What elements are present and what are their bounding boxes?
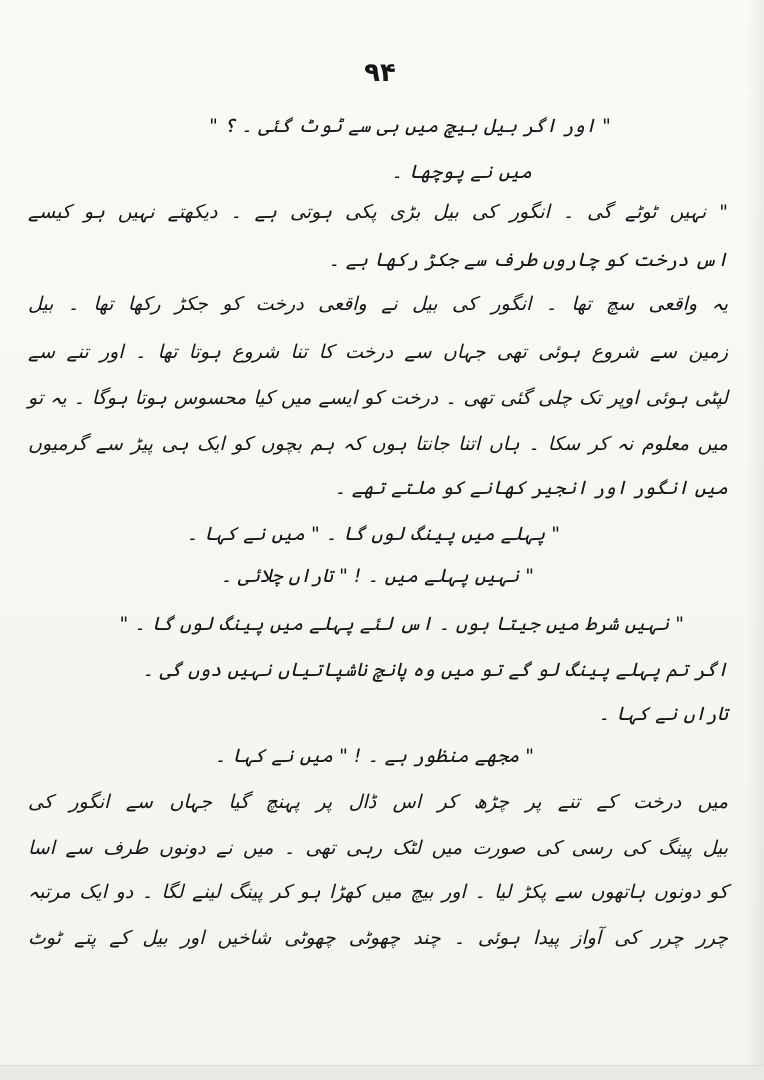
page-number: ۹۴: [364, 58, 396, 88]
text-line: اس درخت کو چاروں طرف سے جکڑ رکھا ہے ۔: [328, 249, 728, 271]
text-line: کو دونوں ہاتھوں سے پکڑ لیا ۔ اور بیچ میں کھڑا ہو کر پینگ لینے لگا ۔ دو ایک مرتبہ: [28, 881, 728, 903]
page-edge-shadow: [746, 0, 764, 1080]
text-line: بیل پینگ کی رسی کی صورت میں لٹک رہی تھی ۔ میں نے دونوں طرف سے اسا: [28, 837, 728, 859]
text-line: اگر تم پہلے پینگ لو گے تو میں وہ پانچ ناشپاتیاں نہیں دوں گی ۔: [142, 659, 728, 681]
text-line: میں نے پوچھا ۔: [391, 161, 532, 183]
text-line: " نہیں ٹوٹے گی ۔ انگور کی بیل بڑی پکی ہوتی ہے ۔ دیکھتے نہیں ہو کیسے: [28, 201, 728, 223]
scan-bottom-edge: [0, 1065, 764, 1080]
text-line: " نہیں پہلے میں ۔ ! " تاراں چلائی ۔: [220, 565, 534, 587]
text-line: میں معلوم نہ کر سکا ۔ ہاں اتنا جانتا ہوں کہ ہم بچوں کو ایک ہی پیڑ سے گرمیوں: [28, 433, 728, 455]
text-line: چرر چرر کی آواز پیدا ہوئی ۔ چند چھوٹی چھوٹی شاخیں اور بیل کے پتے ٹوٹ: [28, 927, 728, 949]
text-line: تاراں نے کہا ۔: [598, 703, 728, 725]
text-line: " اور اگر بیل بیچ میں ہی سے ٹوٹ گئی ۔ ؟ ": [209, 115, 611, 137]
text-line: زمین سے شروع ہوئی تھی جہاں سے درخت کا تنا شروع ہوتا تھا ۔ اور تنے سے: [28, 341, 728, 363]
text-line: " مجھے منظور ہے ۔ ! " میں نے کہا ۔: [214, 745, 534, 767]
text-line: لپٹی ہوئی اوپر تک چلی گئی تھی ۔ درخت کو ایسے میں کیا محسوس ہوتا ہوگا ۔ یہ تو: [28, 387, 728, 409]
text-line: " نہیں شرط میں جیتا ہوں ۔ اس لئے پہلے میں پینگ لوں گا ۔ ": [119, 613, 684, 635]
text-line: میں انگور اور انجیر کھانے کو ملتے تھے ۔: [334, 477, 728, 499]
text-line: " پہلے میں پینگ لوں گا ۔ " میں نے کہا ۔: [186, 523, 560, 545]
text-line: میں درخت کے تنے پر چڑھ کر اس ڈال پر پہنچ گیا جہاں سے انگور کی: [28, 791, 728, 813]
text-line: یہ واقعی سچ تھا ۔ انگور کی بیل نے واقعی درخت کو جکڑ رکھا تھا ۔ بیل: [28, 293, 728, 315]
